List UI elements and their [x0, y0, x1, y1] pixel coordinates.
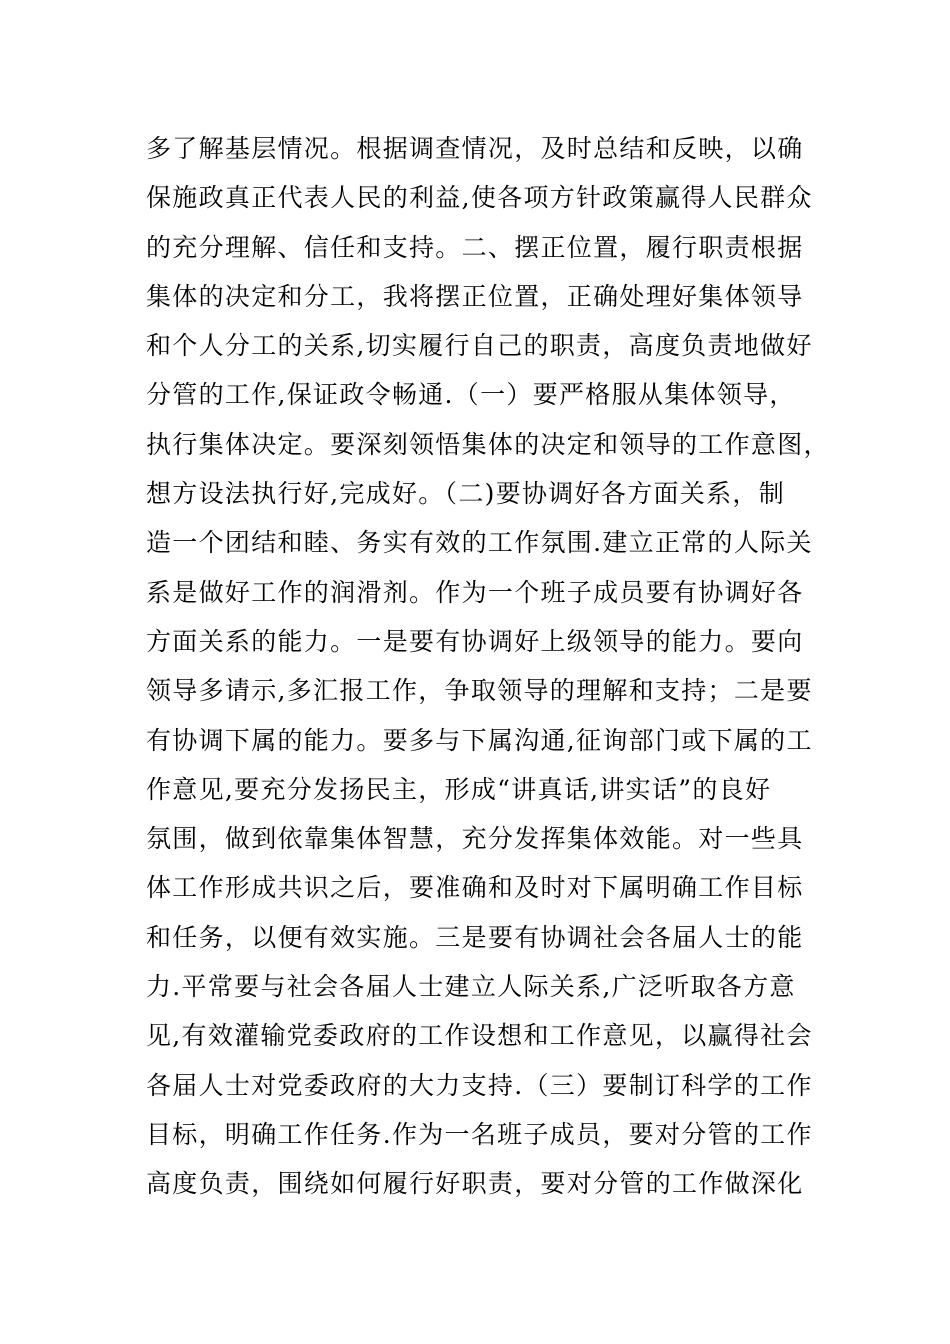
- text-line: 见,有效灌输党委政府的工作设想和工作意见，以赢得社会: [146, 1021, 813, 1051]
- text-line: 力.平常要与社会各届人士建立人际关系,广泛听取各方意: [146, 972, 796, 1002]
- text-line: 分管的工作,保证政令畅通.（一）要严格服从集体领导，: [146, 380, 796, 410]
- text-line: 保施政真正代表人民的利益,使各项方针政策赢得人民群众: [146, 183, 813, 213]
- text-line: 造一个团结和睦、务实有效的工作氛围.建立正常的人际关: [146, 528, 813, 558]
- text-line: 高度负责，围绕如何履行好职责，要对分管的工作做深化: [146, 1169, 804, 1199]
- text-line: 集体的决定和分工，我将摆正位置，正确处理好集体领导: [146, 281, 804, 311]
- text-line: 想方设法执行好,完成好。（二)要协调好各方面关系，制: [146, 479, 786, 509]
- text-line: 目标，明确工作任务.作为一名班子成员，要对分管的工作: [146, 1119, 813, 1149]
- text-line: 和个人分工的关系,切实履行自己的职责，高度负责地做好: [146, 331, 813, 361]
- text-line: 系是做好工作的润滑剂。作为一个班子成员要有协调好各: [146, 577, 804, 607]
- text-line: 氛围，做到依靠集体智慧，充分发挥集体效能。对一些具: [146, 824, 804, 854]
- text-line: 多了解基层情况。根据调查情况，及时总结和反映，以确: [146, 134, 804, 163]
- text-line: 体工作形成共识之后，要准确和及时对下属明确工作目标: [146, 873, 804, 903]
- text-line: 的充分理解、信任和支持。二、摆正位置，履行职责根据: [146, 232, 804, 262]
- text-line: 方面关系的能力。一是要有协调好上级领导的能力。要向: [146, 626, 804, 656]
- text-line: 领导多请示,多汇报工作，争取领导的理解和支持；二是要: [146, 676, 813, 706]
- text-line: 执行集体决定。要深刻领悟集体的决定和领导的工作意图，: [146, 429, 830, 459]
- text-line: 各届人士对党委政府的大力支持.（三）要制订科学的工作: [146, 1070, 813, 1100]
- text-line: 有协调下属的能力。要多与下属沟通,征询部门或下属的工: [146, 725, 813, 755]
- text-line: 和任务，以便有效实施。三是要有协调社会各届人士的能: [146, 922, 804, 952]
- body-text: [146, 124, 830, 1209]
- text-line: 作意见,要充分发扬民主，形成“讲真话,讲实话”的良好: [146, 774, 772, 804]
